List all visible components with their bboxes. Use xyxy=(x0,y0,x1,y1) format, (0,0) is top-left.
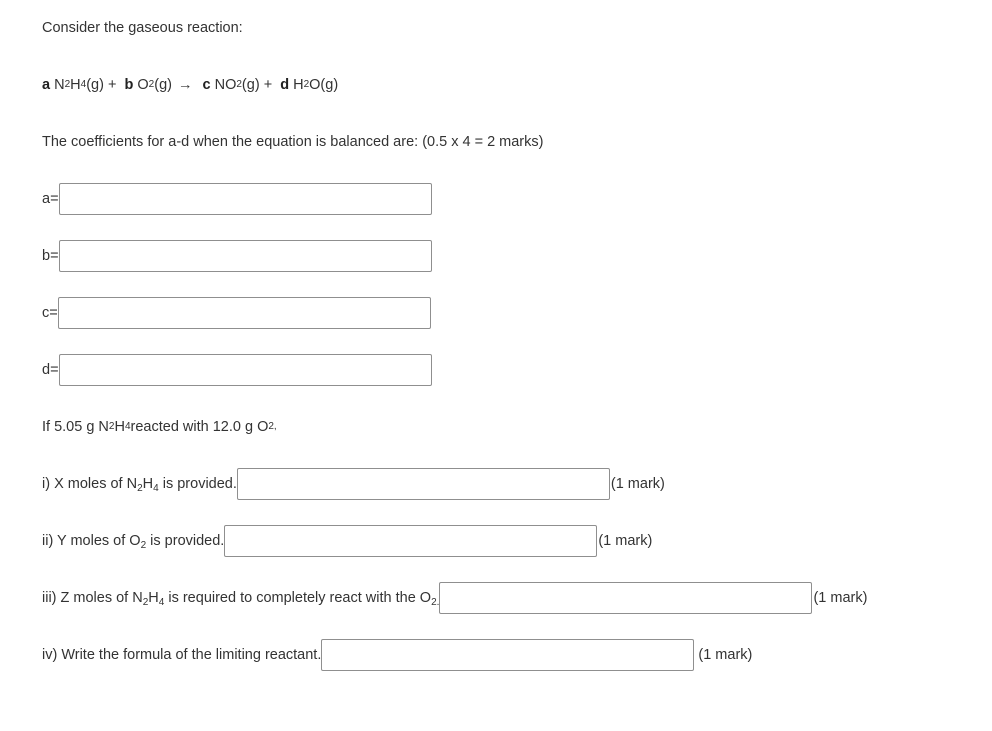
question-1-input[interactable] xyxy=(237,468,610,500)
question-3-row xyxy=(42,582,867,614)
question-3-mark: (1 mark) xyxy=(813,590,868,606)
question-4-row xyxy=(42,639,752,671)
question-1-text: i) X moles of $N_2H_4$ is provided. xyxy=(42,476,237,494)
coef-a-input[interactable] xyxy=(59,183,432,215)
given-statement: If 5.05 g N 2 H 4 reacted with 12.0 g O 2, xyxy=(42,419,277,435)
question-4-mark: (1 mark) xyxy=(698,647,753,663)
question-2-row xyxy=(42,525,652,557)
coef-c-row xyxy=(42,297,431,329)
coef-a-label: a= xyxy=(42,191,59,207)
question-1-row xyxy=(42,468,665,500)
coef-d-input[interactable] xyxy=(59,354,432,386)
coef-d-label: d= xyxy=(42,362,59,378)
question-2-text: ii) Y moles of $O_2$ is provided. xyxy=(42,533,225,551)
question-4-input[interactable] xyxy=(321,639,694,671)
coefficient-question: The coefficients for a-d when the equation is balanced are: (0.5 x 4 = 2 marks) xyxy=(42,134,544,150)
question-3-input[interactable] xyxy=(439,582,812,614)
coef-b-row xyxy=(42,240,432,272)
coef-a-symbol: a xyxy=(42,77,51,93)
question-4-text: iv) Write the formula of the limiting reactant. xyxy=(42,647,322,663)
coef-b-label: b= xyxy=(42,248,59,264)
reaction-arrow: → xyxy=(177,77,193,93)
coef-d-row xyxy=(42,354,432,386)
coef-b-input[interactable] xyxy=(59,240,432,272)
coef-c-label: c= xyxy=(42,305,58,321)
reaction-equation: a N 2 H 4 (g) + b O 2 (g) → c NO 2 (g) + d H 2 O(g) xyxy=(42,77,339,93)
question-2-input[interactable] xyxy=(224,525,597,557)
question-1-mark: (1 mark) xyxy=(610,476,665,492)
coef-a-row xyxy=(42,183,432,215)
intro-text: Consider the gaseous reaction: xyxy=(42,20,243,36)
coef-d-symbol: d xyxy=(280,77,290,93)
question-3-text: iii) Z moles of $N_2H_4$ is required to completely react with the $O_{2.}$ xyxy=(42,590,440,608)
question-2-mark: (1 mark) xyxy=(598,533,653,549)
coef-c-input[interactable] xyxy=(58,297,431,329)
coef-c-symbol: c xyxy=(202,77,211,93)
coef-b-symbol: b xyxy=(124,77,134,93)
